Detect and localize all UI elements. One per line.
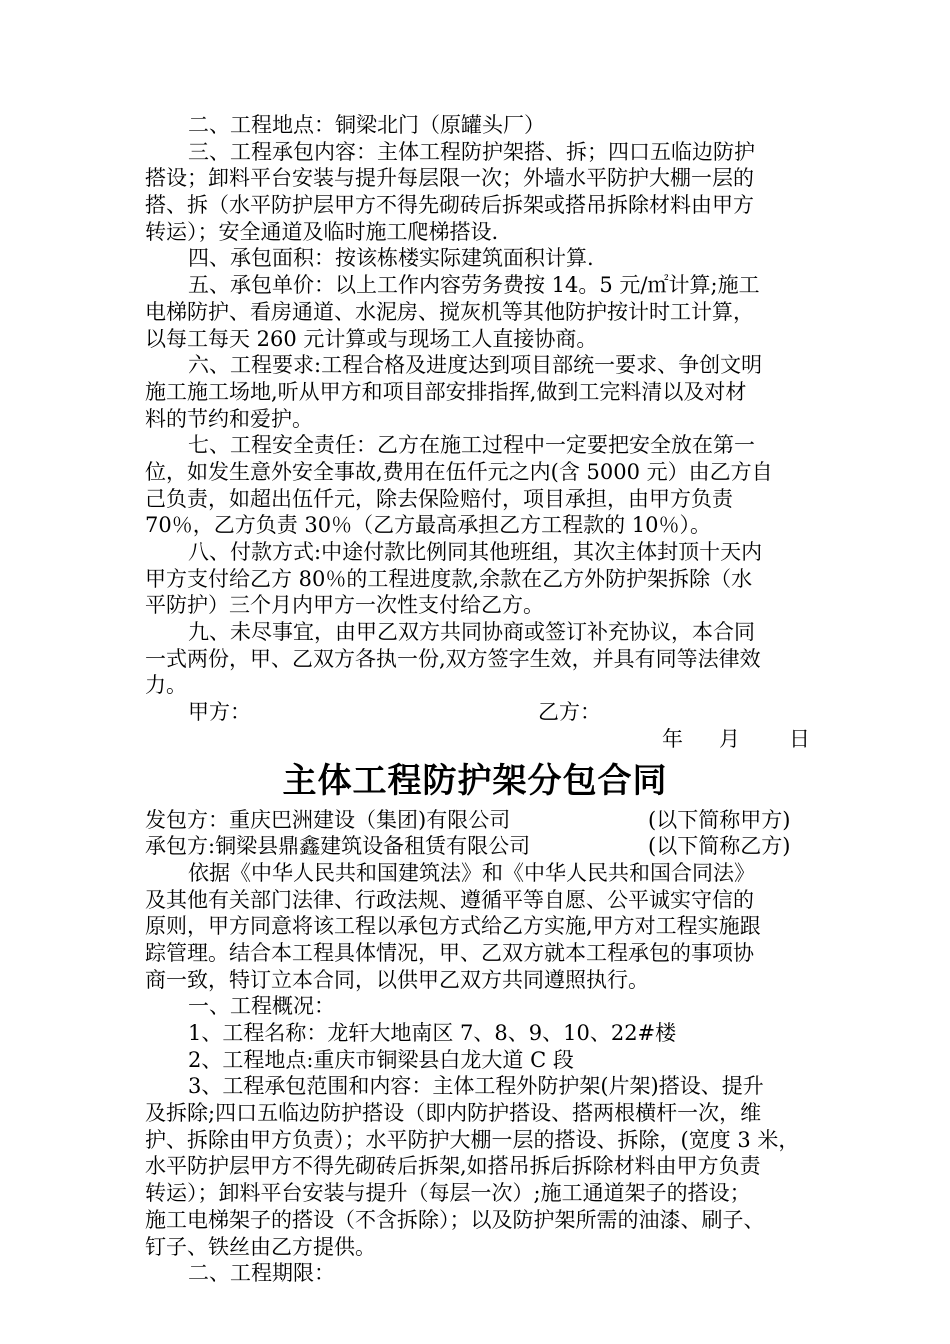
section-heading: 二、工程期限： (188, 1261, 335, 1286)
paragraph-line: 料的节约和爱护。 (145, 406, 313, 431)
paragraph-line: 以每工每天 260 元计算或与现场工人直接协商。 (145, 326, 598, 351)
paragraph-line: 转运）；安全通道及临时施工爬梯搭设. (145, 219, 499, 244)
paragraph-line: 己负责，如超出伍仟元，除去保险赔付，项目承担，由甲方负责 (145, 486, 733, 511)
paragraph-line: 一式两份，甲、乙双方各执一份,双方签字生效，并具有同等法律效 (145, 646, 761, 671)
date-row (145, 726, 810, 753)
paragraph-line: 2、工程地点:重庆市铜梁县白龙大道 C 段 (188, 1047, 574, 1072)
paragraph-line: 施工施工场地,听从甲方和项目部安排指挥,做到工完料清以及对材 (145, 379, 747, 404)
section-heading: 一、工程概况： (188, 994, 335, 1019)
paragraph-line: 3、工程承包范围和内容：主体工程外防护架(片架)搭设、提升 (188, 1074, 764, 1099)
party-a-row (145, 807, 805, 834)
party-b-name: 承包方:铜梁县鼎鑫建筑设备租赁有限公司 (145, 834, 531, 859)
date-day-label: 日 (789, 726, 810, 751)
paragraph-line: 依据《中华人民共和国建筑法》和《中华人民共和国合同法》 (188, 860, 755, 885)
paragraph-line: 原则，甲方同意将该工程以承包方式给乙方实施,甲方对工程实施跟 (145, 914, 761, 939)
paragraph-line: 九、未尽事宜，由甲乙双方共同协商或签订补充协议，本合同 (188, 620, 755, 645)
contract-title: 主体工程防护架分包合同 (282, 760, 668, 801)
paragraph-line: 搭、拆（水平防护层甲方不得先砌砖后拆架或搭吊拆除材料由甲方 (145, 193, 754, 218)
paragraph-line: 踪管理。结合本工程具体情况，甲、乙双方就本工程承包的事项协 (145, 940, 754, 965)
paragraph-line: 六、工程要求:工程合格及进度达到项目部统一要求、争创文明 (188, 353, 763, 378)
paragraph-line: 70％，乙方负责 30％（乙方最高承担乙方工程款的 10％）。 (145, 513, 712, 538)
document-page (145, 112, 810, 1287)
party-b-row (145, 833, 805, 860)
paragraph-line: 护、拆除由甲方负责）；水平防护大棚一层的搭设、拆除，(宽度 3 米， (145, 1127, 800, 1152)
date-month-label: 月 (719, 726, 740, 751)
paragraph-line: 七、工程安全责任：乙方在施工过程中一定要把安全放在第一 (188, 433, 755, 458)
paragraph-line: 及其他有关部门法律、行政法规、遵循平等自愿、公平诚实守信的 (145, 887, 754, 912)
paragraph-line: 转运）；卸料平台安装与提升（每层一次）;施工通道架子的搭设； (145, 1181, 751, 1206)
date-year-label: 年 (662, 726, 683, 751)
party-b-signature-label: 乙方： (538, 700, 601, 725)
paragraph-line: 二、工程地点：铜梁北门（原罐头厂） (188, 113, 545, 137)
paragraph-line: 平防护）三个月内甲方一次性支付给乙方。 (145, 593, 544, 618)
party-a-name: 发包方：重庆巴洲建设（集团)有限公司 (145, 807, 511, 832)
paragraph-line: 电梯防护、看房通道、水泥房、搅灰机等其他防护按计时工计算， (145, 299, 754, 324)
party-a-signature-label: 甲方： (188, 700, 251, 725)
paragraph-line: 搭设；卸料平台安装与提升每层限一次；外墙水平防护大棚一层的 (145, 166, 754, 191)
paragraph-line: 钉子、铁丝由乙方提供。 (145, 1234, 376, 1259)
paragraph-line: 1、工程名称：龙轩大地南区 7、8、9、10、22#楼 (188, 1021, 677, 1045)
paragraph-line: 甲方支付给乙方 80％的工程进度款,余款在乙方外防护架拆除（水 (145, 566, 753, 591)
paragraph-line: 商一致，特订立本合同，以供甲乙双方共同遵照执行。 (145, 967, 649, 992)
paragraph-line: 力。 (145, 673, 187, 698)
paragraph-line: 五、承包单价：以上工作内容劳务费按 14。5 元/㎡计算;施工 (188, 273, 760, 298)
party-b-note: (以下简称乙方) (648, 834, 791, 859)
paragraph-line: 位，如发生意外安全事故,费用在伍仟元之内(含 5000 元）由乙方自 (145, 459, 773, 484)
paragraph-line: 四、承包面积：按该栋楼实际建筑面积计算. (188, 246, 594, 271)
paragraph-line: 水平防护层甲方不得先砌砖后拆架,如搭吊拆后拆除材料由甲方负责 (145, 1154, 761, 1179)
paragraph-line: 三、工程承包内容：主体工程防护架搭、拆；四口五临边防护 (188, 139, 755, 164)
party-a-note: (以下简称甲方) (648, 807, 791, 832)
paragraph-line: 施工电梯架子的搭设（不含拆除）；以及防护架所需的油漆、刷子、 (145, 1207, 765, 1232)
paragraph-line: 及拆除;四口五临边防护搭设（即内防护搭设、搭两根横杆一次，维 (145, 1101, 762, 1126)
paragraph-line: 八、付款方式:中途付款比例同其他班组，其次主体封顶十天内 (188, 540, 763, 564)
signature-row (145, 699, 805, 726)
